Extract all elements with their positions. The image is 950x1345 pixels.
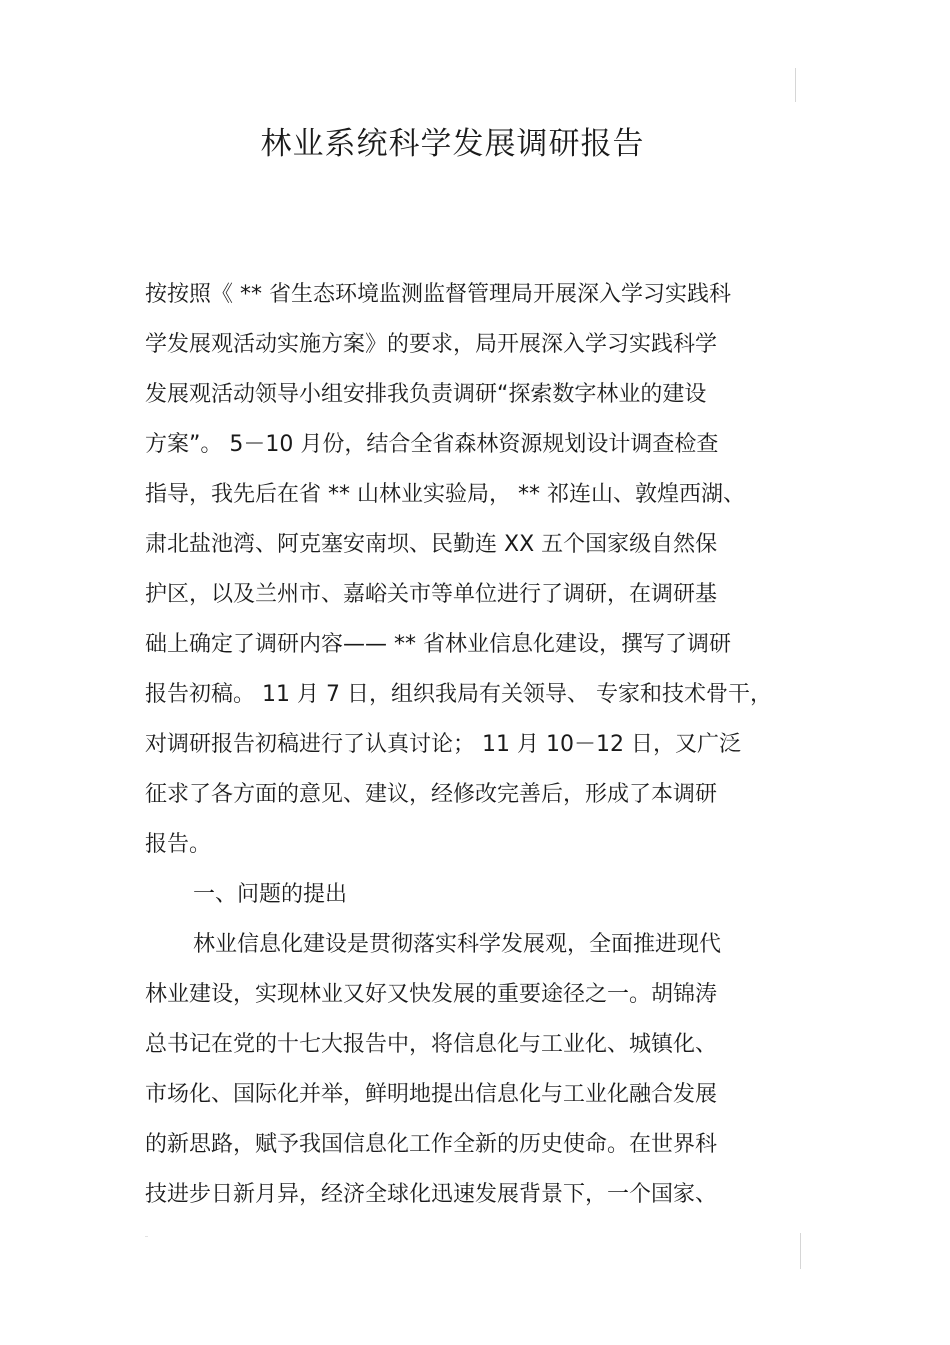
- body-line: 征求了各方面的意见、建议，经修改完善后，形成了本调研: [145, 782, 718, 807]
- document-body: [145, 270, 835, 1220]
- body-line: 护区，以及兰州市、嘉峪关市等单位进行了调研，在调研基: [145, 582, 718, 607]
- body-line: 方案”。 5－10 月份，结合全省森林资源规划设计调查检查: [145, 432, 719, 457]
- page-corner-mark-top: [795, 68, 796, 102]
- body-line: 础上确定了调研内容—— ** 省林业信息化建设，撰写了调研: [145, 632, 731, 657]
- body-line: 学发展观活动实施方案》的要求，局开展深入学习实践科学: [145, 332, 718, 357]
- body-line: 市场化、国际化并举，鲜明地提出信息化与工业化融合发展: [145, 1082, 718, 1107]
- body-line: 林业信息化建设是贯彻落实科学发展观，全面推进现代: [193, 932, 722, 957]
- body-line: 技进步日新月异，经济全球化迅速发展背景下，一个国家、: [145, 1182, 718, 1207]
- body-line: 发展观活动领导小组安排我负责调研“探索数字林业的建设: [145, 382, 707, 407]
- page-corner-dot: [145, 1236, 148, 1237]
- body-line: 指导，我先后在省 ** 山林业实验局， ** 祁连山、敦煌西湖、: [145, 482, 745, 507]
- body-line: 肃北盐池湾、阿克塞安南坝、民勤连 XX 五个国家级自然保: [145, 532, 718, 557]
- body-line: 按按照《 ** 省生态环境监测监督管理局开展深入学习实践科: [145, 282, 731, 307]
- body-line: 报告。: [145, 832, 212, 857]
- document-title: 林业系统科学发展调研报告: [260, 126, 645, 162]
- body-line: 报告初稿。 11 月 7 日，组织我局有关领导、 专家和技术骨干，: [145, 682, 772, 707]
- body-line: 总书记在党的十七大报告中，将信息化与工业化、城镇化、: [145, 1032, 718, 1057]
- body-line: 一、问题的提出: [193, 882, 348, 907]
- body-line: 的新思路，赋予我国信息化工作全新的历史使命。在世界科: [145, 1132, 718, 1157]
- body-line: 对调研报告初稿进行了认真讨论； 11 月 10－12 日，又广泛: [145, 732, 741, 757]
- body-line: 林业建设，实现林业又好又快发展的重要途径之一。胡锦涛: [145, 982, 718, 1007]
- page-corner-mark-bottom: [800, 1233, 801, 1269]
